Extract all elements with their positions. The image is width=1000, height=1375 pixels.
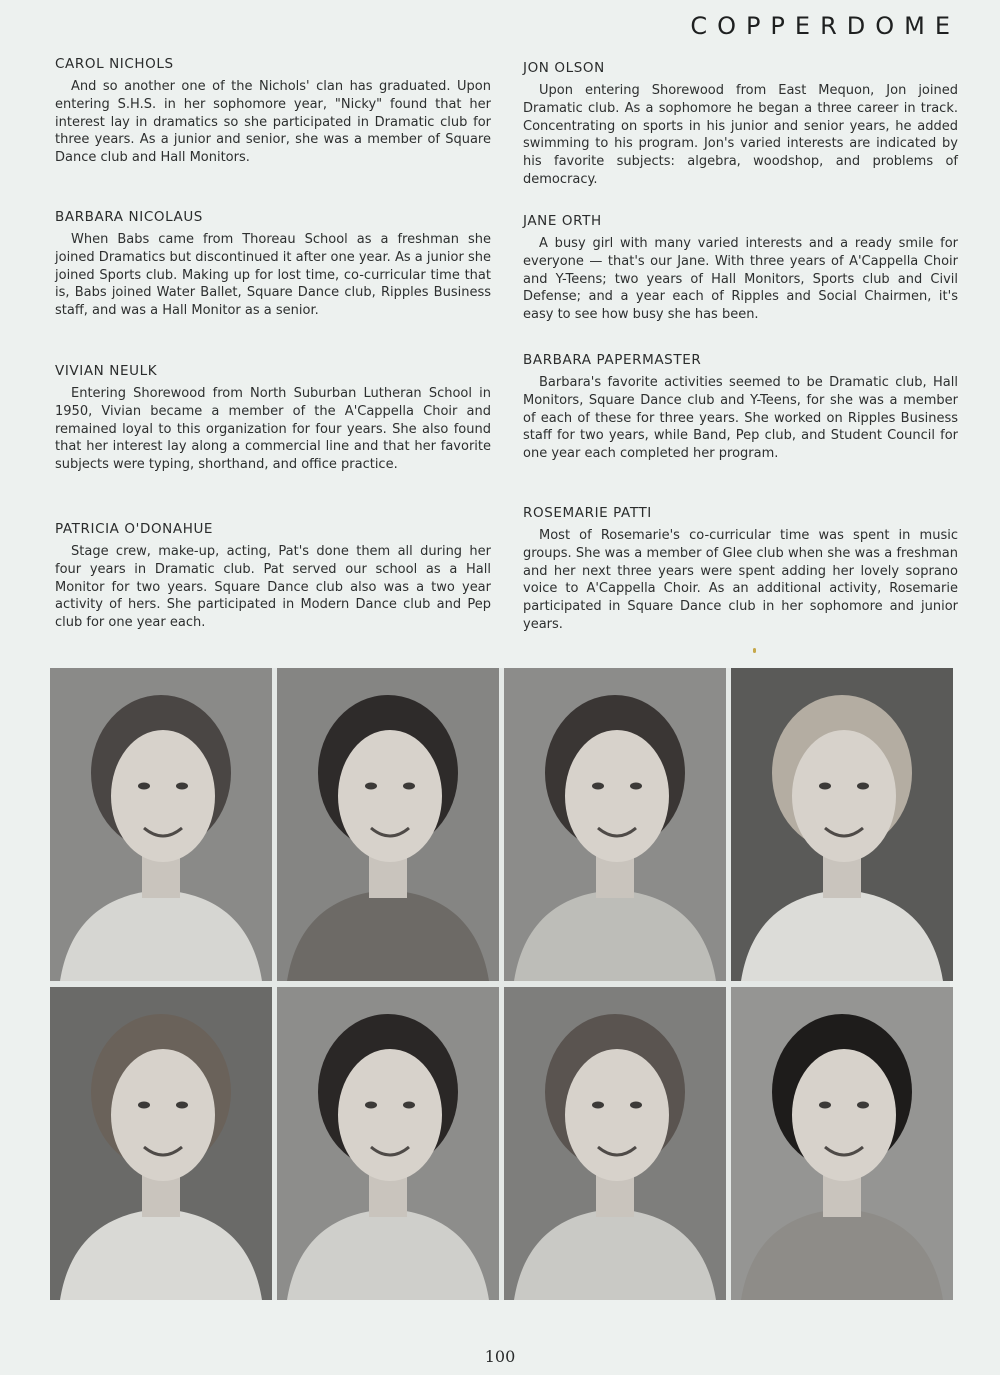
portrait-photo — [50, 668, 272, 981]
bio-text: When Babs came from Thoreau School as a freshman she joined Dramatics but discontinued it after one year. As a junior she joined Sports club. Making up for lost time, co-curricular time that is, Babs joined Water Ballet, Square Dance club, Ripples Business staff, and was a Hall Monitor as a senior. — [55, 232, 491, 319]
bio-text: And so another one of the Nichols' clan has graduated. Upon entering S.H.S. in her sophomore year, "Nicky" found that her interest lay in dramatics so she participated in Dramatic club for three years. As a junior and senior, she was a member of Square Dance club and Hall Monitors. — [55, 79, 491, 166]
portrait-face — [792, 730, 896, 862]
bio-name: ROSEMARIE PATTI — [523, 505, 652, 521]
portrait-image — [504, 668, 726, 981]
page-number: 100 — [484, 1347, 516, 1366]
bio-text: Upon entering Shorewood from East Mequon, Jon joined Dramatic club. As a sophomore he began a three career in track. Concentrating on sports in his junior and senior years, he added swimming to his program. Jon's varied interests are indicated by his favorite subjects: algebra, woodshop, and problems of democracy. — [523, 83, 958, 187]
bio-entry-vivian-neulk — [55, 363, 491, 474]
portrait-face — [565, 1049, 669, 1181]
portrait-photo — [731, 668, 953, 981]
bio-name: JANE ORTH — [523, 213, 602, 229]
portrait-face — [338, 1049, 442, 1181]
bio-entry-carol-nichols — [55, 56, 491, 167]
portrait-eye — [592, 783, 604, 790]
bio-entry-barbara-nicolaus — [55, 209, 491, 320]
bio-text: A busy girl with many varied interests and a ready smile for everyone — that's our Jane. With three years of A'Cappella Choir and Y-Teens; two years of Hall Monitors, Sports club and Civil Defense; and a year each of Ripples and Social Chairmen, it's easy to see how busy she has been. — [523, 236, 958, 323]
bio-name: BARBARA NICOLAUS — [55, 209, 203, 225]
bio-entry-jon-olson — [523, 60, 958, 189]
portrait-photo — [50, 987, 272, 1300]
bio-text: Entering Shorewood from North Suburban Lutheran School in 1950, Vivian became a member of the A'Cappella Choir and remained loyal to this organization for four years. She also found that her interest lay along a commercial line and that her favorite subjects were typing, shorthand, and office practice. — [55, 386, 491, 473]
bio-name: JON OLSON — [523, 60, 605, 76]
bio-text: Stage crew, make-up, acting, Pat's done them all during her four years in Dramatic club. Pat served our school as a Hall Monitor for two years. Square Dance club also was a two year activity of hers. She participated in Modern Dance club and Pep club for one year each. — [55, 544, 491, 631]
bio-text: Barbara's favorite activities seemed to be Dramatic club, Hall Monitors, Square Dance club and Y-Teens, for she was a member of each of these for three years. She worked on Ripples Business staff for two years, while Band, Pep club, and Student Council for one year each completed her program. — [523, 375, 958, 462]
bio-text: Most of Rosemarie's co-curricular time was spent in music groups. She was a member of Glee club when she was a freshman and her next three years were spent adding her lovely soprano voice to A'Cappella Choir. As an additional activity, Rosemarie participated in Square Dance club in her sophomore and junior years. — [523, 528, 958, 632]
portrait-eye — [630, 1102, 642, 1109]
portrait-eye — [819, 783, 831, 790]
portrait-photo — [277, 987, 499, 1300]
portrait-face — [338, 730, 442, 862]
portrait-eye — [138, 1102, 150, 1109]
portrait-image — [731, 987, 953, 1300]
portrait-eye — [365, 783, 377, 790]
portrait-eye — [176, 783, 188, 790]
portrait-image — [504, 987, 726, 1300]
portrait-eye — [592, 1102, 604, 1109]
bio-name: PATRICIA O'DONAHUE — [55, 521, 214, 537]
portrait-eye — [630, 783, 642, 790]
portrait-image — [731, 668, 953, 981]
bio-entry-rosemarie-patti — [523, 505, 958, 634]
portrait-face — [111, 730, 215, 862]
portrait-eye — [403, 1102, 415, 1109]
portrait-eye — [857, 1102, 869, 1109]
portrait-photo — [731, 987, 953, 1300]
portrait-face — [111, 1049, 215, 1181]
bio-entry-patricia-odonahue — [55, 521, 491, 632]
bio-entry-barbara-papermaster — [523, 352, 958, 463]
portrait-face — [565, 730, 669, 862]
portrait-eye — [819, 1102, 831, 1109]
print-speck — [753, 648, 756, 653]
portrait-eye — [403, 783, 415, 790]
portrait-image — [50, 668, 272, 981]
bio-name: VIVIAN NEULK — [55, 363, 158, 379]
page-title: COPPERDOME — [690, 12, 960, 40]
portrait-image — [277, 987, 499, 1300]
portrait-photo — [277, 668, 499, 981]
portrait-photo — [504, 668, 726, 981]
portrait-eye — [857, 783, 869, 790]
portrait-grid — [50, 668, 950, 1300]
portrait-eye — [138, 783, 150, 790]
portrait-eye — [176, 1102, 188, 1109]
bio-entry-jane-orth — [523, 213, 958, 324]
portrait-eye — [365, 1102, 377, 1109]
portrait-photo — [504, 987, 726, 1300]
bio-name: BARBARA PAPERMASTER — [523, 352, 702, 368]
portrait-image — [277, 668, 499, 981]
portrait-face — [792, 1049, 896, 1181]
portrait-image — [50, 987, 272, 1300]
bio-name: CAROL NICHOLS — [55, 56, 174, 72]
